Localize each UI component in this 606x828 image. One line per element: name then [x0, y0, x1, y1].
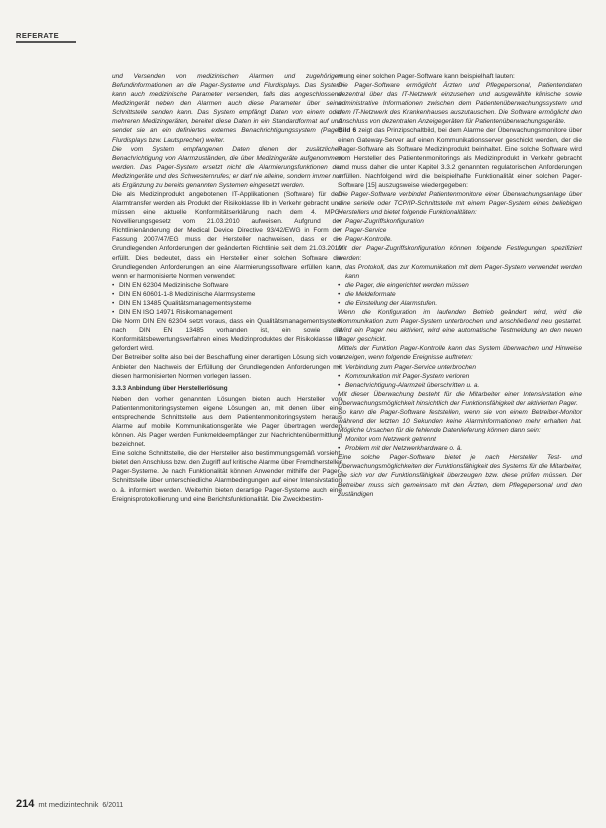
list-item: • Pager-Service: [338, 226, 582, 235]
left-paragraph-1: und Versenden von medizinischen Alarmen und zugehörigen Befundinformationen an die Pager-Systeme und Flurdisplays. Das System kann auch medizinische Parameter versenden, falls das angeschlossene Medizingerät neben den Alarmen auch diese Parameter über seine Schnittstelle senden kann. Das System empfängt Daten von einem oder mehreren Medizingeräten, bereitet diese Daten in ein Standardformat auf und sendet sie an ein definiertes externes Benachrichtigungssystem (Pager, Flurdisplays bzw. Lautsprecher) weiter.: [112, 73, 342, 144]
causes-list: [338, 435, 582, 453]
right-paragraph-4: Die Pager-Software verbindet Patientenmonitore einer Überwachungsanlage über eine serielle oder TCP/IP-Schnittstelle mit einem Pager-System eines beliebigen Herstellers und bietet folgende Funktionalitäten:: [338, 191, 582, 217]
left-paragraph-3: Die als Medizinprodukt angebotenen IT-Applikationen (Software) für den Alarmtransfer werden als Produkt der Risikoklasse IIb in Verkehr gebracht und müssen eine aktuelle Konformitätserklärung nach dem 4. MPG-Novellierungsgesetz vom 21.03.2010 aufweisen. Aufgrund der Richtlinienänderung der Medical Device Directive 93/42/EWG in Form der Fassung 2007/47/EG muss der Hersteller nachweisen, dass er die Grundlegenden Anforderungen der geänderten Richtlinie seit dem 21.03.2010 erfüllt. Dies bedeutet, dass ein Hersteller einer solchen Software die Grundlegenden Anforderungen an eine Alarmierungssoftware erfüllen kann, wenn er harmonisierte Normen verwendet:: [112, 191, 342, 280]
right-column: [338, 72, 582, 499]
functions-list: [338, 217, 582, 244]
journal-name: mt medizintechnik: [38, 800, 99, 809]
right-paragraph-9: So kann die Pager-Software feststellen, wenn sie von einem Betreiber-Monitor während der letzten 10 Sekunden keine Alarminformationen mehr erhalten hat. Mögliche Ursachen für die fehlende Datenlieferung können dann sein:: [338, 408, 582, 435]
norms-list: [112, 281, 342, 317]
list-item: • DIN EN 13485 Qualitätsmanagementsysteme: [112, 299, 342, 308]
list-item: • Pager-Zugriffskonfiguration: [338, 217, 582, 226]
right-paragraph-3-text: zeigt das Prinzipschaltbild, bei dem Alarme der Überwachungsmonitore über einen Gateway-Server auf einen Kommunikationsserver geschickt werden, der die Pager-Software als Software Medizinprodukt beinhaltet. Eine solche Software wird vom Hersteller des Patientenmonitorings als Medizinprodukt in Verkehr gebracht und muss daher die unter Kapitel 3.3.2 genannten regulatorischen Anforderungen erfüllen. Nachfolgend wird die beispielhafte Funktionalität einer solchen Pager-Software [15] auszugsweise wiedergegeben:: [338, 127, 583, 189]
page-footer: [16, 798, 123, 810]
right-paragraph-8: Mit dieser Überwachung besteht für die Mitarbeiter einer Intensivstation eine Überwachungsmöglichkeit hinsichtlich der Funktionsfähigkeit der aktivierten Pager.: [338, 390, 582, 407]
figure-reference: Bild 6: [338, 127, 357, 135]
left-column: [112, 72, 342, 504]
section-tag: REFERATE: [16, 31, 60, 40]
left-paragraph-5: Der Betreiber sollte also bei der Beschaffung einer derartigen Lösung sich vom Anbieter den Nachweis der Erfüllung der Grundlegenden Anforderungen mit diesen harmonisierten Normen vorlegen lassen.: [112, 354, 342, 380]
list-item: • DIN EN 60601-1-8 Medizinische Alarmsysteme: [112, 290, 342, 299]
left-paragraph-7: Eine solche Schnittstelle, die der Hersteller also bestimmungsgemäß vorsieht, bietet den Anschluss bzw. den Zugriff auf kritische Alarme über Fremdhersteller Pager-Systeme. Je nach Funktionalität können Anwender mithilfe der Pager-Schnittstelle über unterschiedliche Alarmbedingungen auf einer Intensivstation o. ä. informiert werden. Weiterhin bieten derartige Pager-Systeme auch eine Ereignisprotokollierung und eine Berichtsfunktionalität. Die Zweckbestim-: [112, 450, 342, 503]
list-item: • DIN EN 62304 Medizinische Software: [112, 281, 342, 290]
list-item: • Verbindung zum Pager-Service unterbrochen: [338, 363, 582, 372]
list-item: • Problem mit der Netzwerkhardware o. ä.: [338, 444, 582, 453]
left-paragraph-2: Die vom System empfangenen Daten dienen der zusätzlichen Benachrichtigung von Alarmzuständen, die über Medizingeräte aufgenommen werden. Das Pager-System ersetzt nicht die Alarmierungsfunktionen der Medizingeräte und des Schwesternrufes; er darf nie alleine, sondern immer nur als Ergänzung zu bereits genannten Systemen eingesetzt werden.: [112, 145, 342, 189]
list-item: • DIN EN ISO 14971 Risikomanagement: [112, 308, 342, 317]
left-paragraph-6: Neben den vorher genannten Lösungen bieten auch Hersteller von Patientenmonitoringsystemen eigene Lösungen an, mit denen über eine entsprechende Schnittstelle aus dem Patientenmonitoringsystem heraus Alarme auf mobile Kommunikationsgeräte wie Pager übertragen werden können. Als Pager werden Funkmeldeempfänger zur Nachrichtenübermittlung bezeichnet.: [112, 395, 342, 449]
right-paragraph-2: Die Pager-Software ermöglicht Ärzten und Pflegepersonal, Patientendaten dezentral über das IT-Netzwerk einzusehen und ausgewählte klinische sowie administrative Informationen zwischen dem Patientenüberwachungssystem und dem IT-Netzwerk des Krankenhauses auszutauschen. Die Software ermöglicht den Anschluss von dezentralen Anzeigegeräten für Patientenüberwachungsgeräte.: [338, 82, 582, 126]
list-item: • das Protokoll, das zur Kommunikation mit dem Pager-System verwendet werden kann: [338, 263, 582, 281]
list-item: • Benachrichtigung-Alarmzeit überschritten u. a.: [338, 381, 582, 390]
list-item: • die Meldeformate: [338, 290, 582, 299]
list-item: • die Pager, die eingerichtet werden müssen: [338, 281, 582, 290]
journal-issue: 6/2011: [102, 802, 124, 809]
subheading: 3.3.3 Anbindung über Herstellerlösung: [112, 384, 228, 392]
page-number: 214: [16, 798, 35, 810]
list-item: • die Einstellung der Alarmstufen.: [338, 299, 582, 308]
list-item: • Monitor vom Netzwerk getrennt: [338, 435, 582, 444]
right-paragraph-3: [338, 126, 582, 190]
left-paragraph-4: Die Norm DIN EN 62304 setzt voraus, dass ein Qualitätsmanagementsystem nach DIN EN 13485 vorhanden ist, ein sowie die Konformitätsbewertungsverfahren eines Medizinproduktes der Risikoklasse IIb gefordert wird.: [112, 318, 342, 353]
right-paragraph-6: Wenn die Konfiguration im laufenden Betrieb geändert wird, wird die Kommunikation zum Pager-System unterbrochen und anschließend neu gestartet. Wird ein Pager neu aktiviert, wird eine automatische Testmeldung an den neuen Pager geschickt.: [338, 309, 582, 344]
events-list: [338, 363, 582, 390]
right-paragraph-5: Mit der Pager-Zugriffskonfiguration können folgende Festlegungen spezifiziert werden:: [338, 245, 582, 262]
right-paragraph-7: Mittels der Funktion Pager-Kontrolle kann das System überwachen und Hinweise anzeigen, wenn folgende Ereignisse auftreten:: [338, 345, 582, 362]
right-paragraph-10: Eine solche Pager-Software bietet je nach Hersteller Test- und Überwachungsmöglichkeiten der Funktionsfähigkeit des Systems für die Mitarbeiter, die sich vor der Funktionsfähigkeit überzeugen bzw. diese prüfen müssen. Der Betreiber muss sich gemeinsam mit den Ärzten, dem Pflegepersonal und den zuständigen: [338, 454, 582, 498]
list-item: • Pager-Kontrolle.: [338, 235, 582, 244]
section-rule: [16, 41, 76, 43]
specs-list: [338, 263, 582, 308]
list-item: • Kommunikation mit Pager-System verloren: [338, 372, 582, 381]
right-paragraph-1: mung einer solchen Pager-Software kann beispielhaft lauten:: [338, 73, 515, 80]
